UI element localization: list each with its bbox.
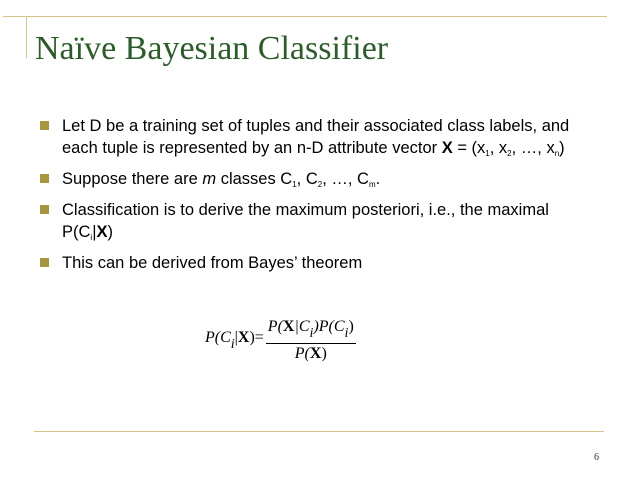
formula-denominator: P(X) <box>294 345 327 362</box>
bullet-text: This can be derived from Bayes’ theorem <box>62 254 363 272</box>
formula-lhs: P(Ci|X)= <box>205 328 264 352</box>
square-bullet-icon <box>40 205 49 214</box>
bullet-item <box>40 168 600 196</box>
bullet-text: Classification is to derive the maximum posteriori, i.e., the maximal $P(C_i|X)$ <box>62 201 549 242</box>
top-rule <box>3 16 607 17</box>
fraction-bar <box>266 343 356 344</box>
square-bullet-icon <box>40 174 49 183</box>
bottom-rule <box>34 431 604 432</box>
bullet-item <box>40 199 600 249</box>
square-bullet-icon <box>40 258 49 267</box>
bullet-text: Suppose there are m classes $C_1$, $C_2$, …, $C_m$. <box>62 170 381 189</box>
bullet-item <box>40 252 600 274</box>
square-bullet-icon <box>40 121 49 130</box>
formula-numerator: P(X|Ci)P(Ci) <box>267 318 354 341</box>
bayes-formula <box>205 318 356 363</box>
bullet-list <box>40 115 600 277</box>
formula-fraction <box>266 318 356 363</box>
left-rule <box>26 16 27 58</box>
page-number: 6 <box>594 452 599 463</box>
bullet-item <box>40 115 600 165</box>
slide-title: Naïve Bayesian Classifier <box>35 30 389 67</box>
bullet-text: Let D be a training set of tuples and their associated class labels, and each tuple is represented by an n-D attribute vector $X = (x_1$, $x_2$, …, $x_n$) <box>62 117 570 158</box>
